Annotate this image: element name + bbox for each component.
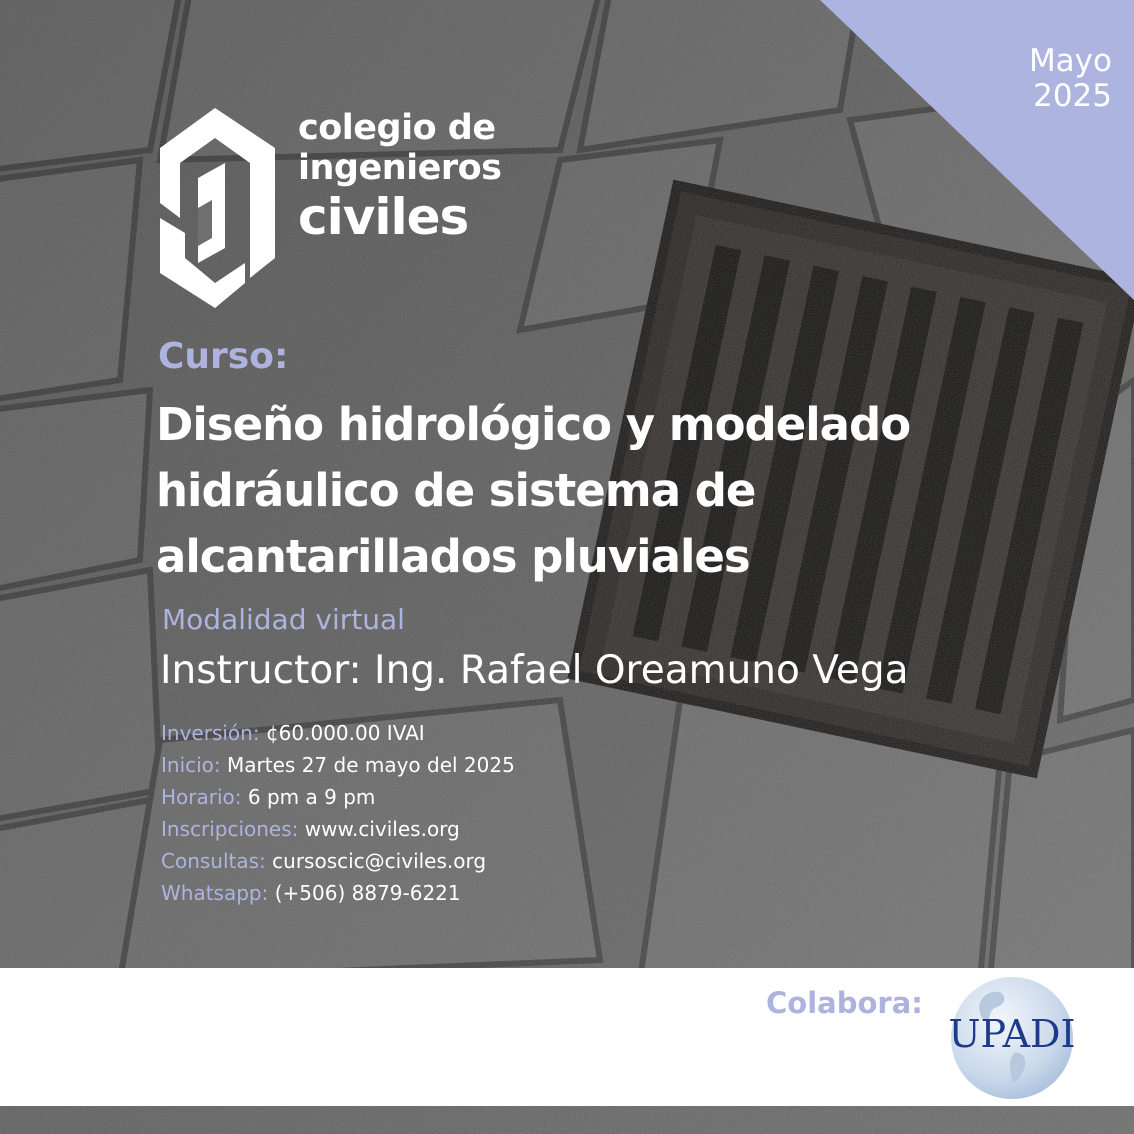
logo-line-3: civiles <box>298 188 469 246</box>
detail-label: Consultas: <box>161 849 266 873</box>
detail-value: 6 pm a 9 pm <box>247 785 376 809</box>
detail-value: Martes 27 de mayo del 2025 <box>227 753 515 777</box>
logo-line-1: colegio de <box>298 108 496 148</box>
cic-logo <box>150 108 502 308</box>
detail-value-link[interactable]: www.civiles.org <box>304 817 460 841</box>
detail-value: ¢60.000.00 IVAI <box>265 721 425 745</box>
course-title-line: hidráulico de sistema de <box>156 464 756 517</box>
detail-row-investment <box>161 717 515 749</box>
course-title <box>156 392 1056 590</box>
course-modality: Modalidad virtual <box>162 603 405 636</box>
date-month: Mayo <box>1028 43 1112 79</box>
course-details <box>161 717 515 909</box>
course-title-line: Diseño hidrológico y modelado <box>156 398 911 451</box>
cic-logo-text <box>298 108 502 246</box>
detail-label: Whatsapp: <box>161 881 269 905</box>
course-label: Curso: <box>158 336 289 377</box>
detail-row-schedule <box>161 781 515 813</box>
logo-line-2: ingenieros <box>298 148 502 188</box>
course-instructor: Instructor: Ing. Rafael Oreamuno Vega <box>160 648 909 693</box>
detail-label: Inicio: <box>161 753 221 777</box>
date-label <box>972 44 1112 114</box>
colabora-label: Colabora: <box>766 986 923 1020</box>
detail-row-inquiries <box>161 845 515 877</box>
detail-row-whatsapp <box>161 877 515 909</box>
upadi-logo <box>934 975 1094 1101</box>
detail-value-email[interactable]: cursoscic@civiles.org <box>272 849 487 873</box>
cic-logo-mark <box>150 108 280 308</box>
detail-label: Horario: <box>161 785 242 809</box>
upadi-wordmark: UPADI <box>948 1012 1076 1056</box>
detail-row-registration <box>161 813 515 845</box>
detail-label: Inversión: <box>161 721 260 745</box>
detail-value-phone[interactable]: (+506) 8879-6221 <box>274 881 461 905</box>
detail-label: Inscripciones: <box>161 817 299 841</box>
date-year: 2025 <box>1033 78 1112 114</box>
course-title-line: alcantarillados pluviales <box>156 530 750 583</box>
detail-row-start <box>161 749 515 781</box>
